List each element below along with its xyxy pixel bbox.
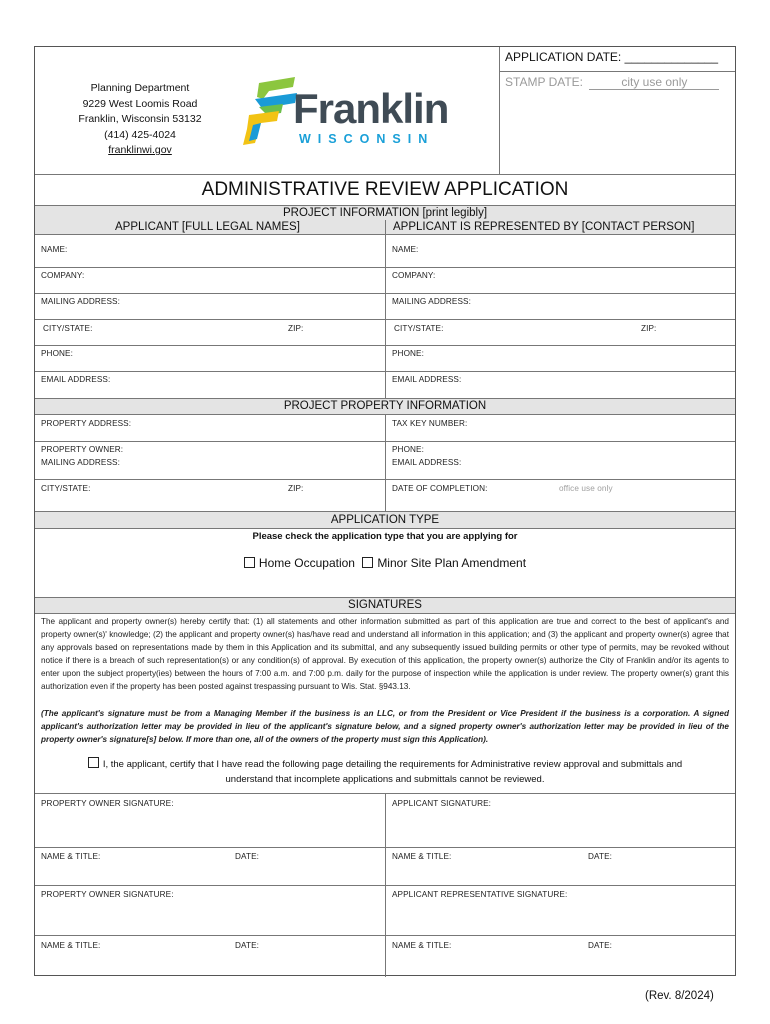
- row-rule: [35, 935, 735, 936]
- home-occupation-option[interactable]: [244, 556, 355, 570]
- applicant-city-state-label: CITY/STATE:: [43, 324, 93, 333]
- representative-company-label: COMPANY:: [392, 271, 436, 280]
- signatures-heading-band: [35, 597, 735, 614]
- department-website-link[interactable]: franklinwi.gov: [108, 144, 172, 156]
- department-street: 9229 West Loomis Road: [82, 97, 198, 110]
- representative-phone-label: PHONE:: [392, 349, 424, 358]
- form-title: ADMINISTRATIVE REVIEW APPLICATION: [201, 179, 569, 200]
- applicant-email-label: EMAIL ADDRESS:: [41, 375, 111, 384]
- minor-site-plan-option[interactable]: [362, 556, 526, 570]
- stamp-date-field: [505, 75, 719, 90]
- header-date-divider: [499, 71, 735, 72]
- applicant-company-label: COMPANY:: [41, 271, 85, 280]
- revision-note: (Rev. 8/2024): [645, 990, 714, 1002]
- row-rule: [35, 371, 735, 372]
- franklin-logo-mark-icon: [239, 77, 299, 147]
- owner-name-title-label-2: NAME & TITLE:: [41, 941, 101, 950]
- property-column-divider: [385, 415, 386, 511]
- property-city-state-label: CITY/STATE:: [41, 484, 91, 493]
- department-city: Franklin, Wisconsin 53132: [78, 113, 202, 125]
- property-info-heading-band: [35, 398, 735, 415]
- home-occupation-label: Home Occupation: [258, 556, 355, 570]
- tax-key-label: TAX KEY NUMBER:: [392, 419, 468, 428]
- department-address: [65, 81, 215, 159]
- applicant-zip-label: ZIP:: [288, 324, 304, 333]
- application-type-options: [35, 556, 735, 570]
- property-owner-label: PROPERTY OWNER:: [41, 445, 124, 454]
- row-rule: [35, 345, 735, 346]
- application-form: [34, 46, 736, 976]
- applicant-phone-label: PHONE:: [41, 349, 73, 358]
- header-divider: [499, 47, 500, 174]
- row-rule: [35, 479, 735, 480]
- application-type-heading: APPLICATION TYPE: [330, 514, 440, 526]
- row-rule: [35, 293, 735, 294]
- application-date-blank: ______________: [624, 50, 719, 64]
- property-info-heading: PROJECT PROPERTY INFORMATION: [283, 400, 487, 412]
- office-use-note: office use only: [559, 484, 613, 493]
- acknowledgement-line-2: understand that incomplete applications and submittals cannot be reviewed.: [225, 774, 545, 785]
- application-date-label: APPLICATION DATE:: [505, 50, 622, 64]
- application-type-instruction: Please check the application type that you are applying for: [252, 531, 518, 542]
- project-info-heading: PROJECT INFORMATION [print legibly]: [282, 207, 488, 219]
- applicant-name-label: NAME:: [41, 245, 68, 254]
- representative-name-label: NAME:: [392, 245, 419, 254]
- row-rule: [35, 885, 735, 886]
- property-owner-signature-label-1: PROPERTY OWNER SIGNATURE:: [41, 799, 174, 808]
- certification-paragraph: The applicant and property owner(s) hereby certify that: (1) all statements and other information submitted as part of this application are true and correct to the best of applicant's and property owner(s)' knowledge; (2) the applicant and property owner(s) has/have read and understand all information in this application; and (3) the applicant and property owner(s) agree that any approvals based on representations made by them in this Application and its submittal, and any subsequently issued building permits or other type of permits, may be revoked without notice if there is a breach of such representation(s) or any condition(s) of approval. By execution of this application, the property owner(s) authorize the City of Franklin and/or its agents to enter upon the subject property(ies) between the hours of 7:00 a.m. and 7:00 p.m. daily for the purpose of inspection while the application is under review. The property owner(s) grant this authorization even if the property has been posted against trespassing pursuant to Wis. Stat. §943.13.: [41, 617, 729, 691]
- representative-name-title-label: NAME & TITLE:: [392, 941, 452, 950]
- owner-phone-label: PHONE:: [392, 445, 424, 454]
- applicant-name-title-label: NAME & TITLE:: [392, 852, 452, 861]
- minor-site-plan-checkbox[interactable]: [362, 557, 373, 568]
- department-name: Planning Department: [90, 82, 190, 94]
- owner-email-label: EMAIL ADDRESS:: [392, 458, 462, 467]
- property-zip-label: ZIP:: [288, 484, 304, 493]
- signature-requirements-note: (The applicant's signature must be from a Managing Member if the business is an LLC, or from the President or Vice President if the business is a corporation. A signed applicant's authorization letter may be provided in lieu of the applicant's signature below, and a signed property owner's authorization letter may be provided in lieu of the property owner's signature[s] below. If more than one, all of the owners of the property must sign this Application).: [41, 709, 729, 744]
- franklin-logo: [237, 75, 467, 155]
- representative-email-label: EMAIL ADDRESS:: [392, 375, 462, 384]
- logo-wordmark: Franklin: [293, 85, 449, 132]
- applicant-signature-label: APPLICANT SIGNATURE:: [392, 799, 492, 808]
- representative-date-label: DATE:: [588, 941, 613, 950]
- representative-signature-label: APPLICANT REPRESENTATIVE SIGNATURE:: [392, 890, 568, 899]
- acknowledgement: [35, 757, 735, 787]
- property-owner-signature-label-2: PROPERTY OWNER SIGNATURE:: [41, 890, 174, 899]
- owner-date-label-1: DATE:: [235, 852, 260, 861]
- department-phone: (414) 425-4024: [104, 128, 176, 141]
- row-rule: [35, 319, 735, 320]
- applicant-mailing-label: MAILING ADDRESS:: [41, 297, 120, 306]
- representative-mailing-label: MAILING ADDRESS:: [392, 297, 471, 306]
- home-occupation-checkbox[interactable]: [244, 557, 255, 568]
- representative-city-state-label: CITY/STATE:: [394, 324, 444, 333]
- property-address-label: PROPERTY ADDRESS:: [41, 419, 132, 428]
- row-rule: [35, 441, 735, 442]
- owner-mailing-label: MAILING ADDRESS:: [41, 458, 120, 467]
- applicant-heading: APPLICANT [FULL LEGAL NAMES]: [115, 221, 300, 233]
- minor-site-plan-label: Minor Site Plan Amendment: [377, 556, 527, 570]
- stamp-date-value: city use only: [589, 75, 719, 90]
- logo-subtitle: WISCONSIN: [299, 132, 435, 146]
- applicant-date-label: DATE:: [588, 852, 613, 861]
- application-date-field[interactable]: [505, 50, 718, 64]
- signatures-heading: SIGNATURES: [348, 599, 422, 611]
- application-type-heading-band: [35, 511, 735, 529]
- owner-name-title-label-1: NAME & TITLE:: [41, 852, 101, 861]
- row-rule: [35, 847, 735, 848]
- acknowledgement-line-1: I, the applicant, certify that I have read the following page detailing the requirements for Administrative review approval and submittals and: [102, 759, 683, 770]
- representative-heading: APPLICANT IS REPRESENTED BY [CONTACT PERSON]: [393, 221, 695, 233]
- stamp-date-label: STAMP DATE:: [505, 75, 584, 89]
- owner-date-label-2: DATE:: [235, 941, 260, 950]
- row-rule: [35, 267, 735, 268]
- acknowledgement-checkbox[interactable]: [88, 757, 99, 768]
- representative-zip-label: ZIP:: [641, 324, 657, 333]
- completion-date-label: DATE OF COMPLETION:: [392, 484, 488, 493]
